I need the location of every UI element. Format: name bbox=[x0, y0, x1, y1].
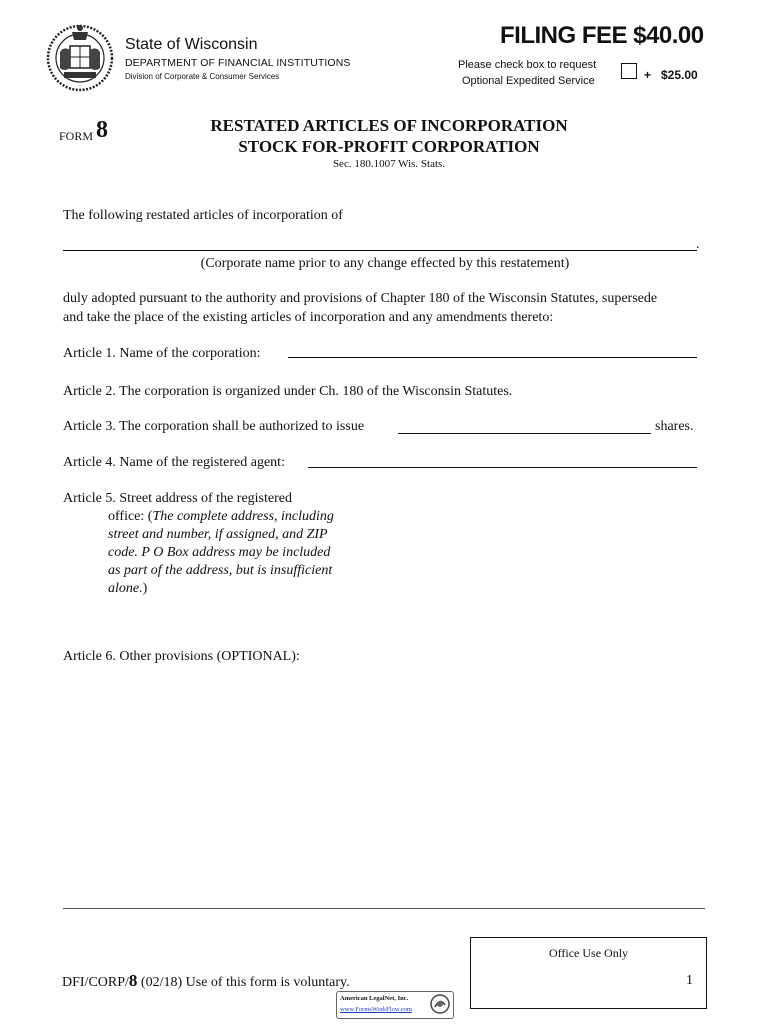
expedite-request-line1: Please check box to request bbox=[458, 59, 597, 71]
article1-label: Article 1. Name of the corporation: bbox=[63, 346, 261, 361]
article5-block bbox=[63, 490, 334, 598]
form-number: 8 bbox=[96, 117, 108, 143]
article4-label: Article 4. Name of the registered agent: bbox=[63, 455, 285, 470]
form-label: FORM bbox=[59, 129, 94, 143]
other-provisions-field[interactable] bbox=[63, 672, 703, 892]
form-title-line2: STOCK FOR-PROFIT CORPORATION bbox=[238, 137, 540, 156]
prior-corporate-name-field[interactable] bbox=[63, 250, 697, 251]
article2-text: Article 2. The corporation is organized under Ch. 180 of the Wisconsin Statutes. bbox=[63, 384, 513, 399]
expedited-service-checkbox[interactable] bbox=[621, 63, 637, 79]
name-period: . bbox=[696, 237, 700, 252]
vendor-badge[interactable] bbox=[336, 991, 454, 1019]
vendor-logo-icon bbox=[430, 994, 450, 1014]
expedited-fee: + $25.00 bbox=[644, 68, 698, 82]
office-use-box bbox=[470, 937, 707, 1009]
corporate-name-caption: (Corporate name prior to any change effected by this restatement) bbox=[200, 256, 570, 271]
article5-line5: as part of the address, but is insufficient bbox=[108, 563, 333, 578]
wisconsin-state-seal-icon bbox=[46, 22, 114, 92]
authorized-shares-field[interactable] bbox=[398, 433, 651, 434]
article5-line2: office: (The complete address, including bbox=[108, 509, 334, 524]
filing-fee: FILING FEE $40.00 bbox=[500, 22, 704, 49]
expedite-request-line2: Optional Expedited Service bbox=[462, 75, 595, 87]
article5-line1: Article 5. Street address of the registered bbox=[63, 491, 292, 506]
division-name: Division of Corporate & Consumer Services bbox=[125, 72, 280, 81]
registered-agent-field[interactable] bbox=[308, 467, 697, 468]
state-name: State of Wisconsin bbox=[125, 36, 258, 53]
vendor-name: American LegalNet, Inc. bbox=[340, 995, 409, 1002]
article3-suffix: shares. bbox=[655, 419, 694, 434]
intro-text: The following restated articles of incorporation of bbox=[63, 208, 343, 223]
vendor-url-link[interactable]: www.FormsWorkFlow.com bbox=[340, 1006, 412, 1013]
article3-label: Article 3. The corporation shall be authorized to issue bbox=[63, 419, 365, 434]
article5-line6: alone.) bbox=[108, 581, 148, 596]
adoption-text-line1: duly adopted pursuant to the authority and provisions of Chapter 180 of the Wisconsin Statutes, supersede bbox=[63, 291, 658, 306]
statute-reference: Sec. 180.1007 Wis. Stats. bbox=[332, 158, 446, 170]
page-number: 1 bbox=[686, 973, 693, 988]
corporation-name-field[interactable] bbox=[288, 357, 697, 358]
registered-office-address-field[interactable] bbox=[380, 490, 700, 600]
department-name: DEPARTMENT OF FINANCIAL INSTITUTIONS bbox=[125, 57, 351, 69]
office-use-label: Office Use Only bbox=[548, 946, 629, 960]
form-code: DFI/CORP/8 (02/18) Use of this form is voluntary. bbox=[62, 971, 350, 990]
article6-label: Article 6. Other provisions (OPTIONAL): bbox=[63, 649, 300, 664]
adoption-text-line2: and take the place of the existing articles of incorporation and any amendments thereto: bbox=[63, 310, 554, 325]
article5-line3: street and number, if assigned, and ZIP bbox=[108, 527, 328, 542]
form-title-line1: RESTATED ARTICLES OF INCORPORATION bbox=[210, 116, 568, 135]
article5-line4: code. P O Box address may be included bbox=[108, 545, 331, 560]
footer-divider bbox=[63, 908, 705, 909]
